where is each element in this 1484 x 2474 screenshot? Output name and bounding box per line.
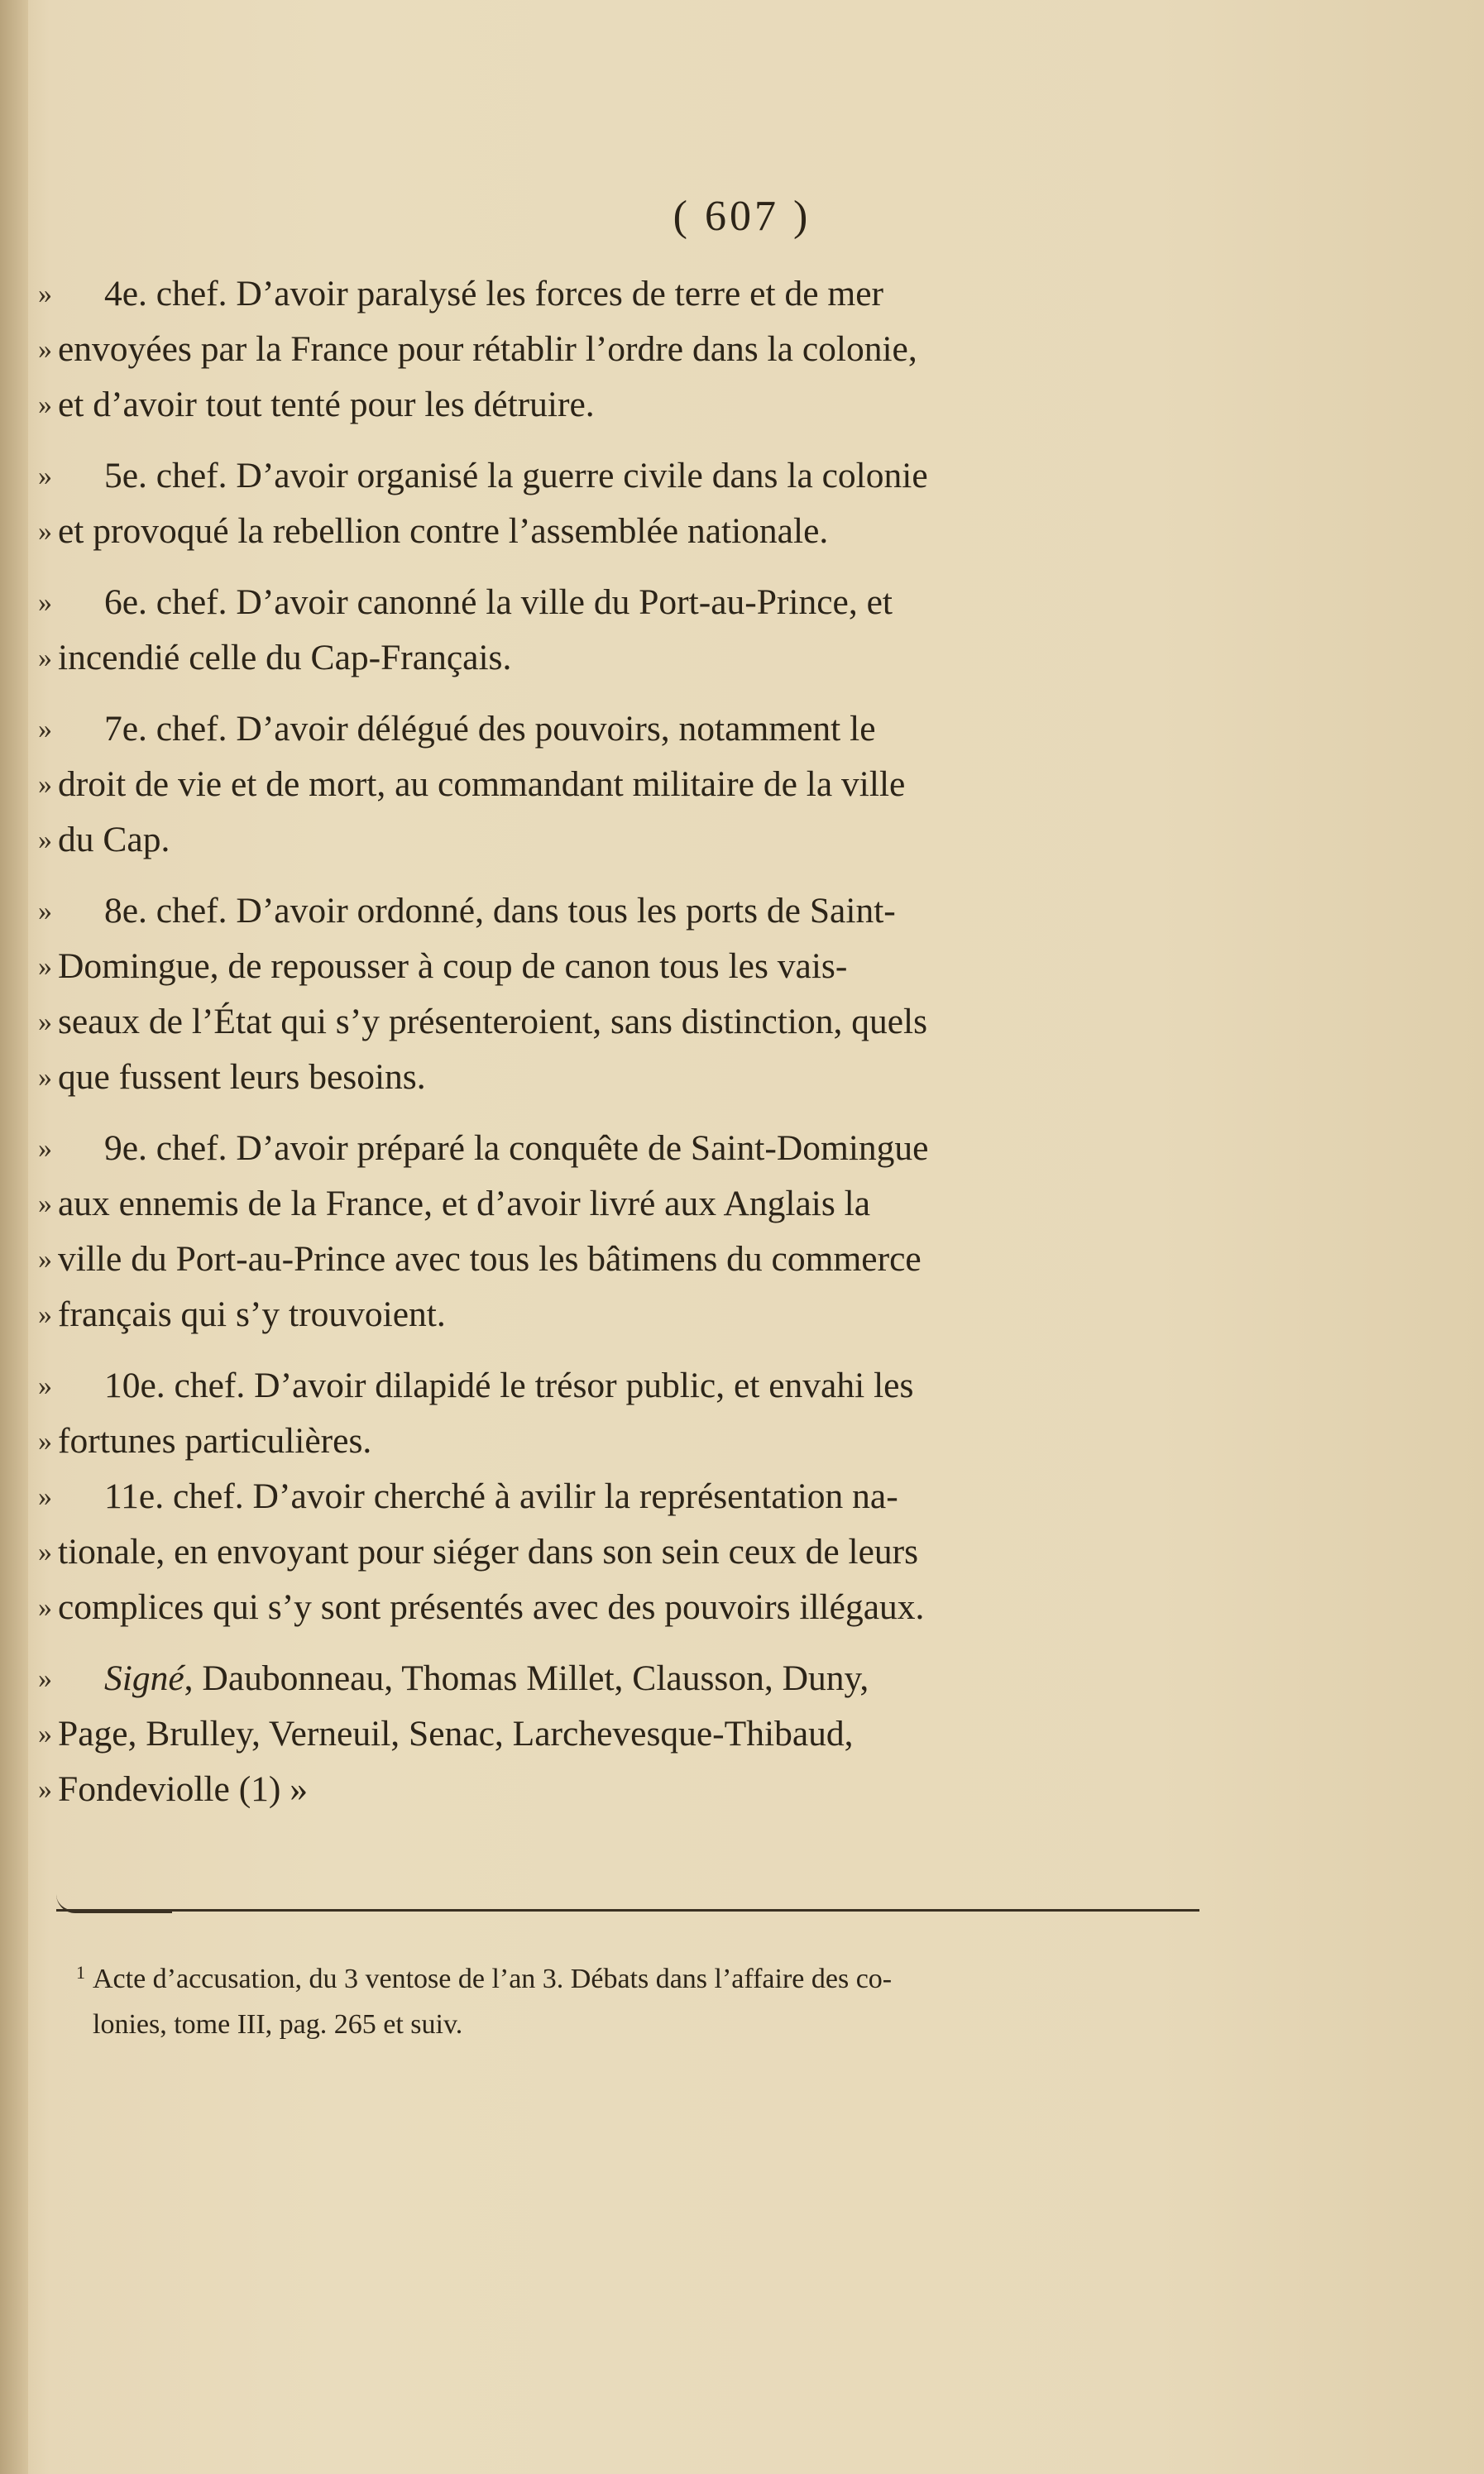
text-line (38, 377, 1199, 433)
line-text: seaux de l’État qui s’y présenteroient, sans distinction, quels (58, 1002, 928, 1041)
text-line (38, 757, 1199, 812)
quotation-mark: » (38, 1426, 52, 1457)
quotation-mark: » (38, 1774, 52, 1805)
text-line (38, 1414, 1199, 1469)
quotation-mark: » (38, 1481, 52, 1512)
quotation-mark: » (38, 1189, 52, 1219)
footnote-line (58, 1956, 1199, 2002)
text-line (38, 994, 1199, 1050)
quotation-mark: » (38, 1663, 52, 1694)
text-line (38, 1762, 1199, 1817)
quotation-mark: » (38, 769, 52, 800)
footnote (58, 1956, 1199, 2047)
line-text: français qui s’y trouvoient. (58, 1294, 446, 1334)
line-text: complices qui s’y sont présentés avec des pouvoirs illégaux. (58, 1587, 925, 1627)
footnote-text: lonies, tome III, pag. 265 et suiv. (93, 2009, 463, 2040)
quotation-mark: » (38, 1133, 52, 1164)
quotation-mark: » (38, 461, 52, 491)
text-line (38, 1358, 1199, 1414)
text-line (38, 939, 1199, 994)
quotation-mark: » (38, 825, 52, 855)
footnote-text: Acte d’accusation, du 3 ventose de l’an 3. Débats dans l’affaire des co- (93, 1964, 893, 1994)
page-number: ( 607 ) (673, 193, 811, 240)
text-line (38, 322, 1199, 377)
quotation-mark: » (38, 714, 52, 744)
line-text: 6e. chef. D’avoir canonné la ville du Port-au-Prince, et (104, 582, 893, 622)
text-line (38, 1651, 1199, 1706)
text-line (38, 1121, 1199, 1176)
quotation-mark: » (38, 1299, 52, 1330)
line-text: ville du Port-au-Prince avec tous les bâtimens du commerce (58, 1239, 922, 1279)
line-text: 11e. chef. D’avoir cherché à avilir la représentation na- (104, 1476, 898, 1516)
quotation-mark: » (38, 1371, 52, 1401)
footnote-rule (56, 1909, 1199, 1912)
line-text: du Cap. (58, 820, 170, 859)
quotation-mark: » (38, 1719, 52, 1749)
text-line (38, 812, 1199, 868)
text-line (38, 1469, 1199, 1524)
text-line (38, 1176, 1199, 1232)
quotation-mark: » (38, 1007, 52, 1037)
binding-shadow (0, 0, 28, 2474)
line-text: 4e. chef. D’avoir paralysé les forces de terre et de mer (104, 274, 884, 313)
text-line (38, 1524, 1199, 1580)
text-line (38, 883, 1199, 939)
line-text: tionale, en envoyant pour siéger dans son sein ceux de leurs (58, 1532, 919, 1572)
quotation-mark: » (38, 334, 52, 365)
body-text (38, 266, 1199, 1817)
text-line (38, 448, 1199, 504)
quotation-mark: » (38, 1537, 52, 1567)
text-line (38, 1706, 1199, 1762)
line-text: 10e. chef. D’avoir dilapidé le trésor public, et envahi les (104, 1366, 914, 1405)
text-line (38, 1050, 1199, 1105)
quotation-mark: » (38, 643, 52, 673)
quotation-mark: » (38, 1592, 52, 1623)
signe-label: Signé (104, 1658, 184, 1698)
line-text: incendié celle du Cap-Français. (58, 638, 512, 677)
line-text: et d’avoir tout tenté pour les détruire. (58, 385, 595, 424)
line-text: fortunes particulières. (58, 1421, 372, 1461)
line-text: 9e. chef. D’avoir préparé la conquête de Saint-Domingue (104, 1128, 929, 1168)
text-line (38, 575, 1199, 630)
line-text: Domingue, de repousser à coup de canon tous les vais- (58, 946, 848, 986)
quotation-mark: » (38, 896, 52, 926)
quotation-mark: » (38, 390, 52, 420)
line-text: 8e. chef. D’avoir ordonné, dans tous les ports de Saint- (104, 891, 896, 931)
text-line (38, 504, 1199, 559)
quotation-mark: » (38, 1244, 52, 1275)
text-line (38, 1580, 1199, 1635)
line-text: Fondeviolle (1) » (58, 1769, 309, 1809)
quotation-mark: » (38, 279, 52, 309)
quotation-mark: » (38, 1062, 52, 1093)
line-text: droit de vie et de mort, au commandant militaire de la ville (58, 764, 906, 804)
text-line (38, 701, 1199, 757)
line-text: 7e. chef. D’avoir délégué des pouvoirs, notamment le (104, 709, 876, 749)
footnote-line (58, 2002, 1199, 2047)
line-text: envoyées par la France pour rétablir l’ordre dans la colonie, (58, 329, 917, 369)
quotation-mark: » (38, 587, 52, 618)
line-text: aux ennemis de la France, et d’avoir livré aux Anglais la (58, 1184, 871, 1223)
footnote-marker: 1 (76, 1962, 85, 1983)
quotation-mark: » (38, 951, 52, 982)
quotation-mark: » (38, 516, 52, 547)
line-text: Page, Brulley, Verneuil, Senac, Larchevesque-Thibaud, (58, 1714, 854, 1754)
line-text: que fussent leurs besoins. (58, 1057, 426, 1097)
text-line (38, 1287, 1199, 1342)
text-line (38, 630, 1199, 686)
text-line (38, 1232, 1199, 1287)
line-text: et provoqué la rebellion contre l’assemblée nationale. (58, 511, 829, 551)
line-text: 5e. chef. D’avoir organisé la guerre civile dans la colonie (104, 456, 928, 495)
text-line (38, 266, 1199, 322)
line-text: Signé, Daubonneau, Thomas Millet, Clausson, Duny, (104, 1658, 869, 1698)
